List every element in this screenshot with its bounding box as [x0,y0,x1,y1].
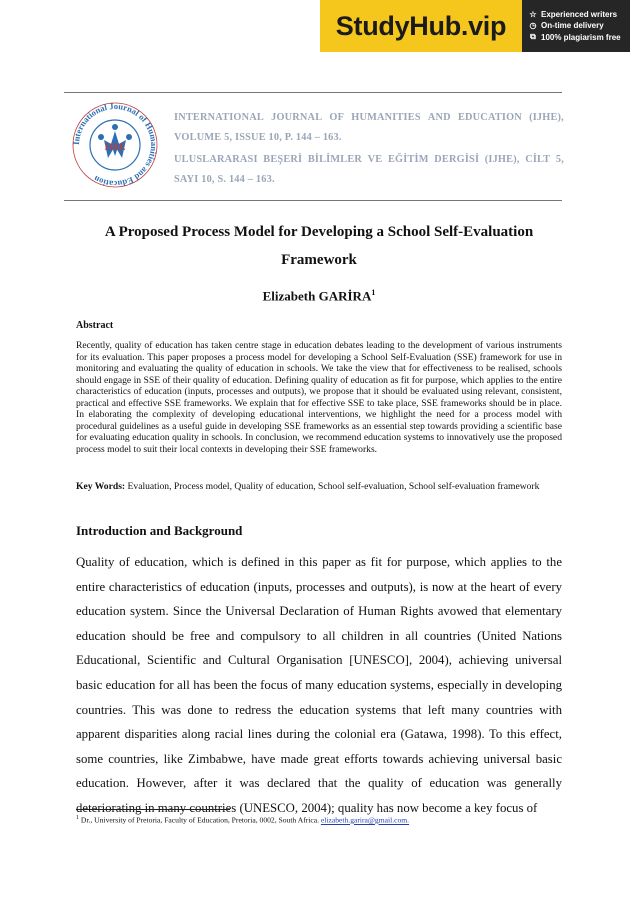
title-line: A Proposed Process Model for Developing a School Self-Evaluation [104,224,534,240]
journal-line-4: SAYI 10, S. 144 – 163. [174,174,275,185]
journal-logo [70,100,160,190]
perk-label: On-time delivery [541,21,604,30]
abstract-text: Recently, quality of education has taken centre stage in education debates leading to the development of various instruments for its evaluation. This paper proposes a process model for developing a School Self-Evaluation (SSE) framework for use in monitoring and evaluating the quality of education in schools. We take the view that for effectiveness to be realised, schools should engage in SSE of their quality of education. Defining quality of education as fit for purpose, which applies to the entire characteristics of education (inputs, processes and outputs), we propose that it should be evaluated using relevant, consistent, practical and effective SSE frameworks. We explain that for effective SSE to take place, SSE frameworks should be in place. In elaborating the complexity of developing educational interventions, we highlight the need for a process model with procedural guidelines as a useful guide in developing SSE frameworks as an essential step towards providing a scientific base for evaluating education quality in schools. In conclusion, we recommend education systems to innovatively use the proposed process model to suit their local contexts in developing their SSE frameworks. [76,340,562,455]
journal-word: (IJHE), [529,112,564,123]
perk-item [529,10,630,19]
journal-word: EĞİTİM [387,154,429,165]
logo-acronym: IJHE [104,142,126,152]
header-rule-bottom [64,200,562,201]
journal-word: BİLİMLER [307,154,363,165]
journal-word: JOURNAL [271,112,323,123]
perk-label: Experienced writers [541,10,618,19]
journal-word: HUMANITIES [351,112,421,123]
perk-list [522,0,630,52]
journal-word: 5, [555,154,564,165]
footnote-mark: 1 [76,815,79,821]
author-name [64,288,574,304]
clock-icon: ◷ [529,21,537,30]
copy-icon: ⧉ [530,32,536,41]
perk-item [529,32,630,42]
keywords-text: Evaluation, Process model, Quality of education, School self-evaluation, School self-evaluation framework [125,481,540,492]
star-icon: ☆ [529,10,537,19]
keywords-label: Key Words: [76,481,126,492]
journal-word: DERGİSİ [434,154,480,165]
intro-paragraph: Quality of education, which is defined in this paper as fit for purpose, which applies to the entire characteristics of education (inputs, processes and outputs), is now at the heart of every education system. Since the Universal Declaration of Human Rights avowed that elementary education should be free and compulsory to all children in all countries (United Nations Educational, Scientific and Cultural Organisation [UNESCO], 2004), achieving universal basic education for all has been the focus of many education systems, especially in developing countries. This was done to redress the education systems that left many countries with apparent disparities along racial lines during the colonial era (Gatawa, 1998). To this effect, some countries, like Zimbabwe, have made great efforts towards achieving universal basic education. However, after it was declared that the quality of education was generally deteriorating in many countries (UNESCO, 2004); quality has now become a key focus of [76,555,562,815]
promo-banner[interactable] [320,0,630,52]
footnote-text: Dr., University of Pretoria, Faculty of Education, Pretoria, 0002, South Africa. [79,815,321,825]
perk-item [529,21,630,30]
journal-header-tr [174,150,564,190]
author-text: Elizabeth GARİRA [262,288,372,304]
journal-line-2: VOLUME 5, ISSUE 10, P. 144 – 163. [174,132,342,143]
brand-logo[interactable]: StudyHub.vip [320,0,522,52]
abstract-heading: Abstract [76,320,114,331]
journal-line-1 [174,108,564,128]
header-rule-top [64,92,562,93]
title-line: Framework [281,252,357,268]
perk-label: 100% plagiarism free [541,32,621,42]
keywords [76,481,562,493]
footnote [76,815,562,825]
section-heading: Introduction and Background [76,523,243,538]
author-email-link[interactable]: elizabeth.garira@gmail.com. [320,815,410,825]
paper-title [64,218,574,274]
journal-line-3 [174,150,564,170]
footnote-rule [76,809,230,810]
journal-word: BEŞERİ [263,154,303,165]
journal-word: AND [427,112,451,123]
journal-word: INTERNATIONAL [174,112,264,123]
author-footnote-mark: 1 [371,288,376,297]
journal-header-en [174,108,564,148]
journal-word: EDUCATION [457,112,522,123]
journal-word: CİLT [525,154,551,165]
journal-word: OF [329,112,345,123]
journal-word: (IJHE), [484,154,520,165]
journal-word: VE [367,154,383,165]
journal-word: ULUSLARARASI [174,154,258,165]
logo-ring-text: International Journal of Humanities and Education [70,100,160,190]
